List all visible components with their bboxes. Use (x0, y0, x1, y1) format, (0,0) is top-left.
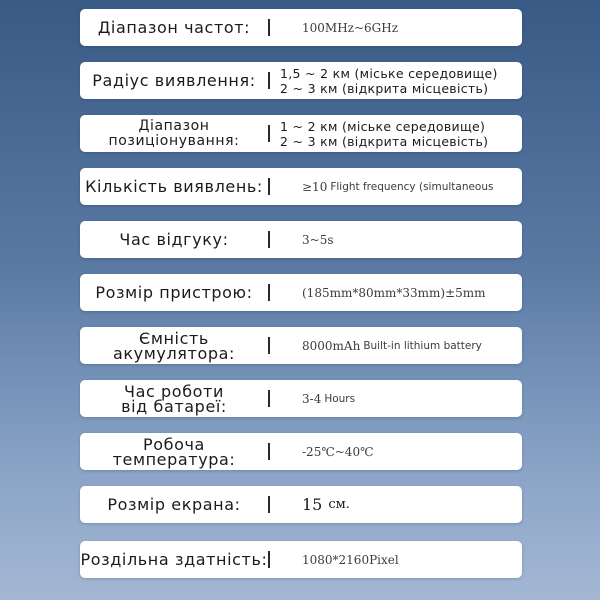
divider (268, 178, 270, 195)
spec-value (302, 327, 516, 364)
spec-value: (185mm*80mm*33mm)±5mm (302, 285, 486, 300)
spec-value-main: 3-4 (302, 391, 322, 406)
divider (268, 284, 270, 301)
spec-label: Роздільна здатність: (80, 550, 268, 569)
divider (268, 337, 270, 354)
spec-label (80, 115, 268, 152)
divider (268, 72, 270, 89)
spec-value: 3~5s (302, 232, 334, 247)
spec-value-line: 1,5 ~ 2 км (міське середовище) (280, 65, 498, 81)
spec-label: Розмір пристрою: (95, 283, 253, 302)
spec-row-battery-runtime (80, 380, 522, 417)
spec-label: Час відгуку: (119, 230, 229, 249)
spec-value-main: ≥10 (302, 179, 328, 194)
divider (268, 19, 270, 36)
spec-row-detection-count (80, 168, 522, 205)
spec-value-main: 15 (302, 495, 323, 514)
divider (268, 231, 270, 248)
spec-value-note: Built-in lithium battery (363, 339, 482, 352)
spec-value-unit: см. (328, 497, 350, 512)
spec-label-line: від батареї: (121, 396, 227, 416)
divider (268, 390, 270, 407)
spec-value-note: Hours (324, 392, 356, 405)
spec-row-operating-temperature (80, 433, 522, 470)
spec-label: Кількість виявлень: (85, 177, 263, 196)
divider (268, 551, 270, 568)
spec-row-battery-capacity (80, 327, 522, 364)
spec-row-positioning-range (80, 115, 522, 152)
spec-row-response-time (80, 221, 522, 258)
spec-label (80, 380, 268, 417)
spec-row-detection-radius (80, 62, 522, 99)
spec-value-line: 2 ~ 3 км (відкрита місцевість) (280, 80, 489, 96)
spec-value (280, 115, 516, 152)
spec-value (302, 486, 516, 523)
divider (268, 125, 270, 142)
spec-value (280, 62, 516, 99)
spec-label: Радіус виявлення: (92, 71, 256, 90)
spec-value: 100MHz~6GHz (302, 20, 399, 35)
spec-label: Робоча температура: (112, 434, 236, 469)
spec-value: 1080*2160Pixel (302, 552, 399, 567)
spec-value (302, 168, 516, 205)
spec-row-frequency-range (80, 9, 522, 46)
spec-row-screen-size (80, 486, 522, 523)
spec-value: -25℃~40℃ (302, 444, 374, 459)
divider (268, 443, 270, 460)
spec-label-line: Діапазон (138, 117, 210, 134)
spec-value-main: 8000mAh (302, 338, 361, 353)
spec-row-resolution (80, 541, 522, 578)
divider (268, 496, 270, 513)
spec-label-line: позиціонування: (108, 132, 240, 149)
spec-row-device-size (80, 274, 522, 311)
spec-value-note: Flight frequency (simultaneous (330, 180, 494, 193)
spec-label: Діапазон частот: (97, 18, 251, 37)
spec-value-line: 2 ~ 3 км (відкрита місцевість) (280, 133, 489, 149)
spec-label: Розмір екрана: (107, 495, 241, 514)
spec-label-line: Час роботи (124, 381, 224, 401)
spec-value (302, 380, 516, 417)
spec-value-line: 1 ~ 2 км (міське середовище) (280, 118, 486, 134)
spec-label: Ємність акумулятора: (113, 328, 235, 363)
